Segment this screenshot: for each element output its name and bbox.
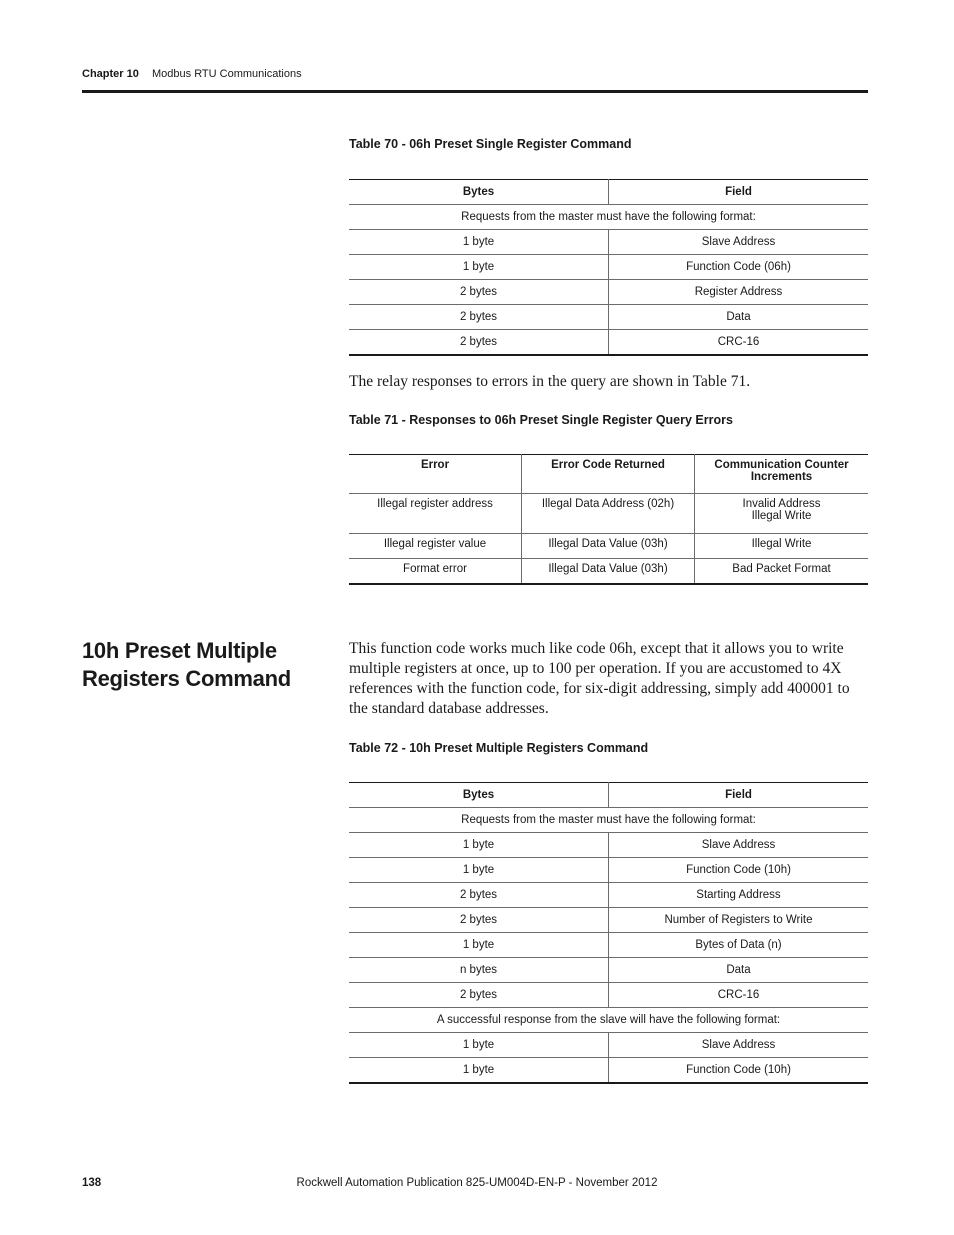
error-code-cell: Illegal Data Value (03h) [522,559,695,585]
table-note-row [349,808,868,833]
table-row [349,833,868,858]
table-note: A successful response from the slave will have the following format: [349,1008,868,1033]
error-code-cell: Illegal Data Value (03h) [522,534,695,559]
field-cell: Slave Address [609,1033,869,1058]
table70-caption: Table 70 - 06h Preset Single Register Command [349,137,632,151]
table71 [349,454,868,585]
publication-footer: Rockwell Automation Publication 825-UM004D-EN-P - November 2012 [296,1177,658,1189]
chapter-label: Chapter 10 [82,68,139,80]
table-note: Requests from the master must have the following format: [349,205,868,230]
table72-caption: Table 72 - 10h Preset Multiple Registers Command [349,741,649,755]
section-body: This function code works much like code 06h, except that it allows you to write multiple registers at once, up to 100 per operation. If you are accustomed to 4X references with the function code, for six-digit addressing, simply add 400001 to the standard database addresses. [349,640,850,717]
bytes-cell: 1 byte [349,1033,609,1058]
bytes-cell: 2 bytes [349,330,609,356]
table-row [349,255,868,280]
section-heading: 10h Preset Multiple Registers Command [82,638,291,691]
table-note-row [349,205,868,230]
field-cell: Bytes of Data (n) [609,933,869,958]
table-header-row [349,455,868,494]
chapter-title: Modbus RTU Communications [152,68,302,80]
table-row [349,494,868,534]
table-row [349,883,868,908]
field-cell: Data [609,958,869,983]
table-row [349,230,868,255]
table-header-row [349,783,868,808]
table-note-row [349,1008,868,1033]
bytes-cell: 2 bytes [349,883,609,908]
error-cell: Illegal register address [349,494,522,534]
error-cell: Illegal register value [349,534,522,559]
column-header: Error [349,455,522,494]
error-cell: Format error [349,559,522,585]
column-header: Bytes [349,180,609,205]
field-cell: Function Code (06h) [609,255,869,280]
error-code-cell: Illegal Data Address (02h) [522,494,695,534]
bytes-cell: 1 byte [349,230,609,255]
field-cell: Slave Address [609,230,869,255]
table70 [349,179,868,356]
table-row [349,858,868,883]
table-note: Requests from the master must have the following format: [349,808,868,833]
counter-cell: Invalid Address Illegal Write [695,494,869,534]
table-row [349,1058,868,1084]
counter-cell: Illegal Write [695,534,869,559]
table-row [349,983,868,1008]
column-header: Bytes [349,783,609,808]
paragraph-table71-reference: The relay responses to errors in the query are shown in Table 71. [349,373,751,390]
page-header [82,66,868,93]
bytes-cell: 2 bytes [349,908,609,933]
table-header-row [349,180,868,205]
bytes-cell: 2 bytes [349,280,609,305]
bytes-cell: 2 bytes [349,305,609,330]
field-cell: Function Code (10h) [609,1058,869,1084]
column-header: Field [609,180,869,205]
table-row [349,280,868,305]
field-cell: Register Address [609,280,869,305]
field-cell: Number of Registers to Write [609,908,869,933]
table-row [349,958,868,983]
field-cell: CRC-16 [609,330,869,356]
bytes-cell: 1 byte [349,933,609,958]
table-row [349,933,868,958]
bytes-cell: 1 byte [349,858,609,883]
table-row [349,559,868,585]
table72 [349,782,868,1084]
counter-cell: Bad Packet Format [695,559,869,585]
table-row [349,305,868,330]
field-cell: CRC-16 [609,983,869,1008]
bytes-cell: 1 byte [349,833,609,858]
field-cell: Starting Address [609,883,869,908]
table71-caption: Table 71 - Responses to 06h Preset Single Register Query Errors [349,413,733,427]
bytes-cell: 2 bytes [349,983,609,1008]
bytes-cell: 1 byte [349,255,609,280]
page-number: 138 [82,1177,102,1189]
column-header: Field [609,783,869,808]
bytes-cell: n bytes [349,958,609,983]
table-row [349,534,868,559]
bytes-cell: 1 byte [349,1058,609,1084]
table-row [349,908,868,933]
field-cell: Data [609,305,869,330]
table-row [349,330,868,356]
field-cell: Slave Address [609,833,869,858]
column-header: Communication Counter Increments [695,455,869,494]
field-cell: Function Code (10h) [609,858,869,883]
column-header: Error Code Returned [522,455,695,494]
table-row [349,1033,868,1058]
